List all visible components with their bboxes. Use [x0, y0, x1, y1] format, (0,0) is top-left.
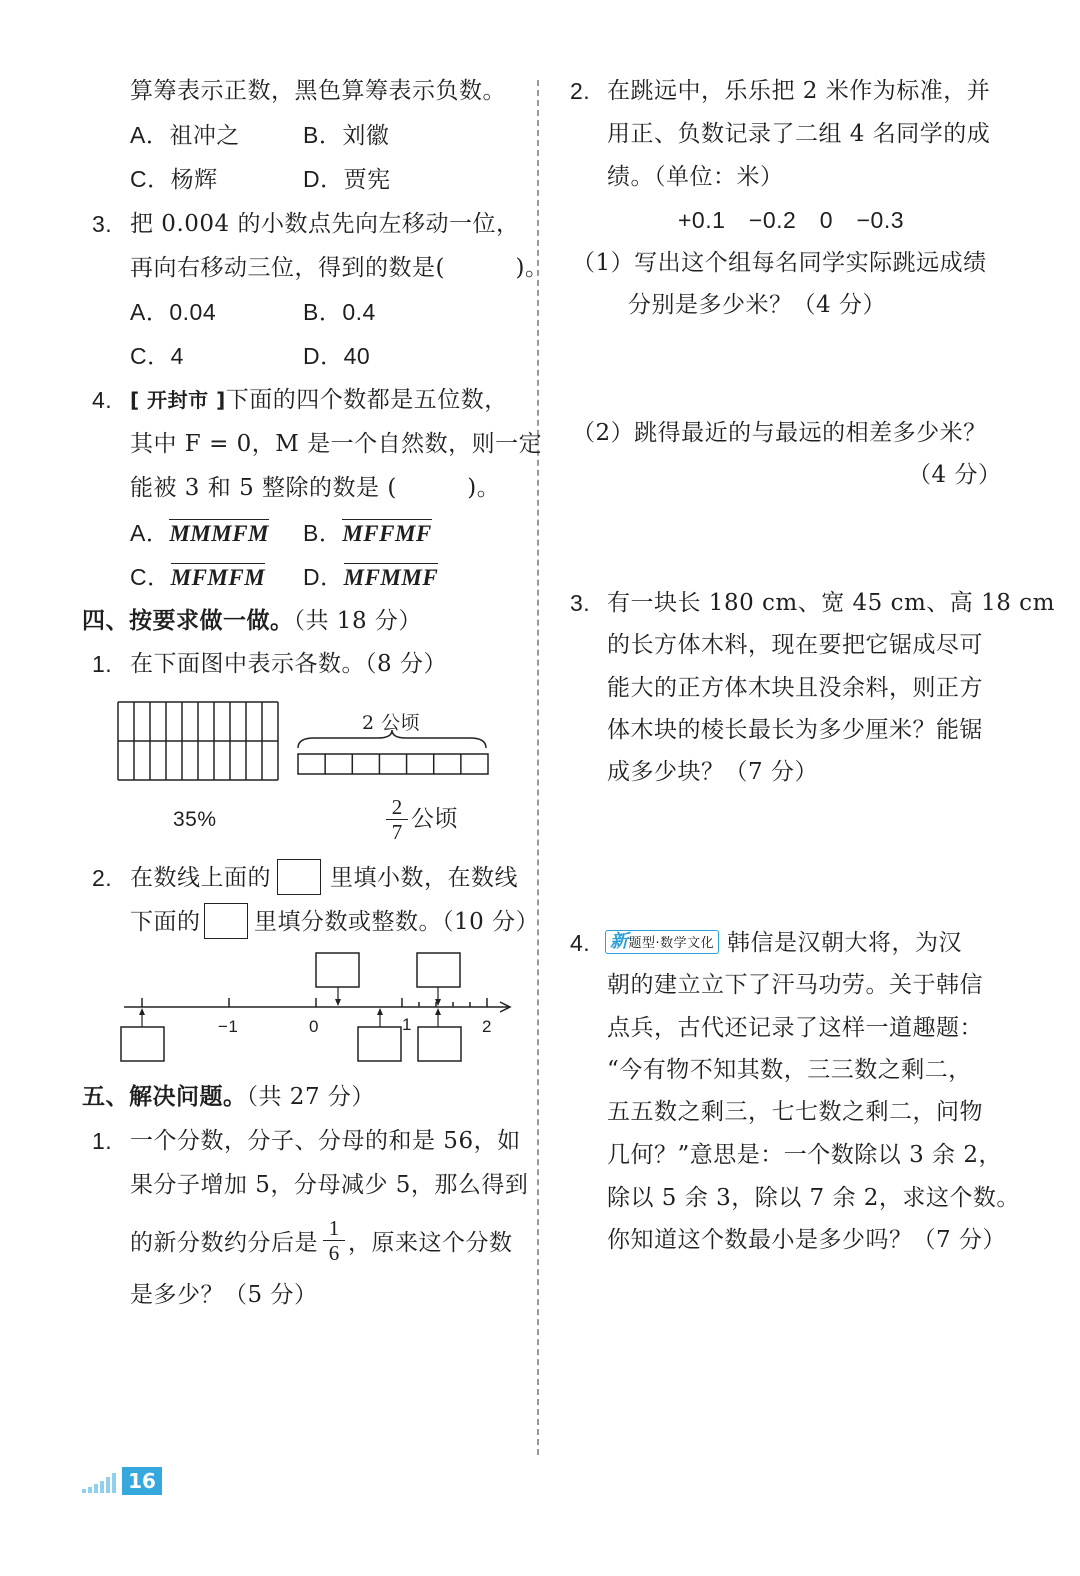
- r-q4-number: 4.: [570, 930, 591, 956]
- q3-option-c: C．4: [130, 343, 184, 369]
- r-q4-line5: 五五数之剩三，七七数之剩二，问物: [607, 1099, 983, 1125]
- section4-title: 四、按要求做一做。: [82, 608, 294, 634]
- section5-score: （共 27 分）: [246, 1084, 375, 1110]
- q4-option-c-value: MFMFM: [170, 565, 266, 590]
- r-q2-values: +0.1 −0.2 0 −0.3: [678, 207, 905, 233]
- q3-number: 3.: [92, 211, 113, 237]
- percent-grid: [117, 701, 282, 782]
- r-q2-sub2-line1: （2）跳得最近的与最远的相差多少米？: [572, 420, 987, 446]
- page-steps-decoration: [80, 1467, 122, 1495]
- fraction-denominator: 6: [328, 1241, 340, 1265]
- q4-option-c-label: C．: [130, 564, 171, 590]
- s5-q1-line1: 一个分数，分子、分母的和是 56，如: [130, 1128, 521, 1154]
- r-q4-line8: 你知道这个数最小是多少吗？（7 分）: [607, 1227, 1006, 1253]
- r-q3-line5: 成多少块？（7 分）: [607, 759, 818, 785]
- s4-q2-line2a: 下面的: [130, 909, 201, 935]
- q4-option-d: [303, 562, 438, 593]
- fraction-numerator: 2: [391, 795, 403, 819]
- s5-q1-number: 1.: [92, 1128, 113, 1154]
- q4-option-d-label: D．: [303, 564, 344, 590]
- fraction-1-6: [323, 1217, 345, 1264]
- r-q4-line7: 除以 5 余 3，除以 7 余 2，求这个数。: [607, 1185, 1020, 1211]
- r-q4-line1-text: 韩信是汉朝大将，为汉: [726, 930, 962, 956]
- answer-box[interactable]: [358, 1027, 401, 1061]
- tick-label: 1: [402, 1015, 412, 1034]
- q4-option-c: [130, 562, 265, 593]
- q4-option-d-value: MFMMF: [343, 565, 439, 590]
- q3-line2: 再向右移动三位，得到的数是( )。: [130, 255, 549, 281]
- s4-q2-line1a: 在数线上面的: [130, 865, 271, 891]
- q3-option-b: B．0.4: [303, 299, 376, 325]
- r-q4-line4: “今有物不知其数，三三数之剩二，: [607, 1057, 972, 1083]
- q4-option-b: [303, 518, 432, 549]
- r-q3-line1: 有一块长 180 cm、宽 45 cm、高 18 cm: [607, 590, 1055, 616]
- q2-continued-line: 算筹表示正数，黑色算筹表示负数。: [130, 78, 506, 104]
- new-tag-label: 题型·数学文化: [628, 936, 715, 951]
- section5-title: 五、解决问题。: [82, 1084, 247, 1110]
- q4-option-b-value: MFFMF: [342, 521, 432, 546]
- r-q2-number: 2.: [570, 78, 591, 104]
- r-q3-line4: 体木块的棱长最长为多少厘米？能锯: [607, 717, 983, 743]
- fraction-denominator: 7: [391, 820, 403, 844]
- percent-label: 35%: [173, 808, 217, 831]
- new-question-type-tag: [605, 930, 719, 954]
- s4-q1-text: 在下面图中表示各数。（8 分）: [130, 651, 447, 677]
- q3-option-d: D．40: [303, 343, 371, 369]
- answer-box[interactable]: [121, 1027, 164, 1061]
- arrow-up-icon: [139, 1008, 145, 1015]
- r-q2-sub1-line1: （1）写出这个组每名同学实际跳远成绩: [572, 250, 987, 276]
- r-q3-number: 3.: [570, 590, 591, 616]
- inline-answer-box: [277, 859, 321, 895]
- brace: [298, 730, 486, 748]
- answer-box[interactable]: [417, 953, 460, 987]
- q4-option-a-label: A．: [130, 520, 170, 546]
- r-q2-line1: 在跳远中，乐乐把 2 米作为标准，并: [607, 78, 991, 104]
- r-q4-line2: 朝的建立立下了汗马功劳。关于韩信: [607, 972, 983, 998]
- q4-line2: 其中 F = 0，M 是一个自然数，则一定: [130, 431, 543, 457]
- section4-heading: [82, 606, 422, 636]
- number-line: [110, 948, 520, 1066]
- s5-q1-line2: 果分子增加 5，分母减少 5，那么得到: [130, 1172, 529, 1198]
- bar-outline: [298, 754, 488, 774]
- q4-region-tag: [ 开封市 ]: [130, 388, 226, 412]
- r-q3-line2: 的长方体木料，现在要把它锯成尽可: [607, 632, 983, 658]
- arrow-up-icon: [377, 1008, 383, 1015]
- s5-q1-line4: 是多少？（5 分）: [130, 1282, 318, 1308]
- section4-score: （共 18 分）: [293, 608, 422, 634]
- answer-box[interactable]: [418, 1027, 461, 1061]
- fraction-2-7: [386, 796, 408, 843]
- q4-line1-text: 下面的四个数都是五位数，: [225, 387, 508, 413]
- s4-q1-number: 1.: [92, 651, 113, 677]
- q4-number: 4.: [92, 387, 113, 413]
- arrow-down-icon: [335, 999, 341, 1006]
- q2-option-c: C．杨辉: [130, 166, 218, 192]
- tick-label: −1: [218, 1017, 239, 1036]
- q4-option-a: [130, 518, 269, 549]
- arrow-up-icon: [435, 1008, 441, 1015]
- q2-option-b: B．刘徽: [303, 122, 390, 148]
- column-divider: [537, 80, 539, 1455]
- s4-q2-line1b: 里填小数，在数线: [330, 865, 518, 891]
- s5-q1-line3b: ，原来这个分数: [348, 1230, 513, 1256]
- q4-option-a-value: MMMFM: [169, 521, 269, 546]
- fraction-unit: 公顷: [411, 806, 458, 832]
- inline-answer-box: [204, 903, 248, 939]
- answer-box[interactable]: [316, 953, 359, 987]
- s5-q1-line3a: 的新分数约分后是: [130, 1230, 318, 1256]
- q2-option-a: A．祖冲之: [130, 122, 240, 148]
- r-q2-line3: 绩。（单位：米）: [607, 164, 784, 190]
- r-q2-sub2-score: （4 分）: [908, 462, 1002, 488]
- hectare-bar: [294, 730, 494, 780]
- s4-q2-number: 2.: [92, 865, 113, 891]
- page-number: 16: [122, 1467, 162, 1495]
- q3-line1: 把 0.004 的小数点先向左移动一位，: [130, 211, 520, 237]
- q4-line1: [130, 385, 508, 415]
- tick-label: 2: [482, 1017, 492, 1036]
- q2-option-d: D．贾宪: [303, 166, 391, 192]
- r-q2-sub1-line2: 分别是多少米？（4 分）: [628, 292, 886, 318]
- bar-total-label: 2 公顷: [362, 712, 421, 734]
- q4-option-b-label: B．: [303, 520, 343, 546]
- r-q3-line3: 能大的正方体木块且没余料，则正方: [607, 675, 983, 701]
- s4-q2-line2b: 里填分数或整数。（10 分）: [254, 909, 540, 935]
- new-tag-mark: 新: [610, 931, 629, 952]
- section5-heading: [82, 1082, 375, 1112]
- r-q4-line3: 点兵，古代还记录了这样一道趣题：: [607, 1015, 983, 1041]
- q3-option-a: A．0.04: [130, 299, 217, 325]
- r-q4-line1: [605, 928, 962, 958]
- r-q2-line2: 用正、负数记录了二组 4 名同学的成: [607, 121, 991, 147]
- q4-line3: 能被 3 和 5 整除的数是 ( )。: [130, 475, 501, 501]
- fraction-numerator: 1: [328, 1216, 340, 1240]
- r-q4-line6: 几何？”意思是：一个数除以 3 余 2，: [607, 1142, 1002, 1168]
- tick-label: 0: [309, 1017, 319, 1036]
